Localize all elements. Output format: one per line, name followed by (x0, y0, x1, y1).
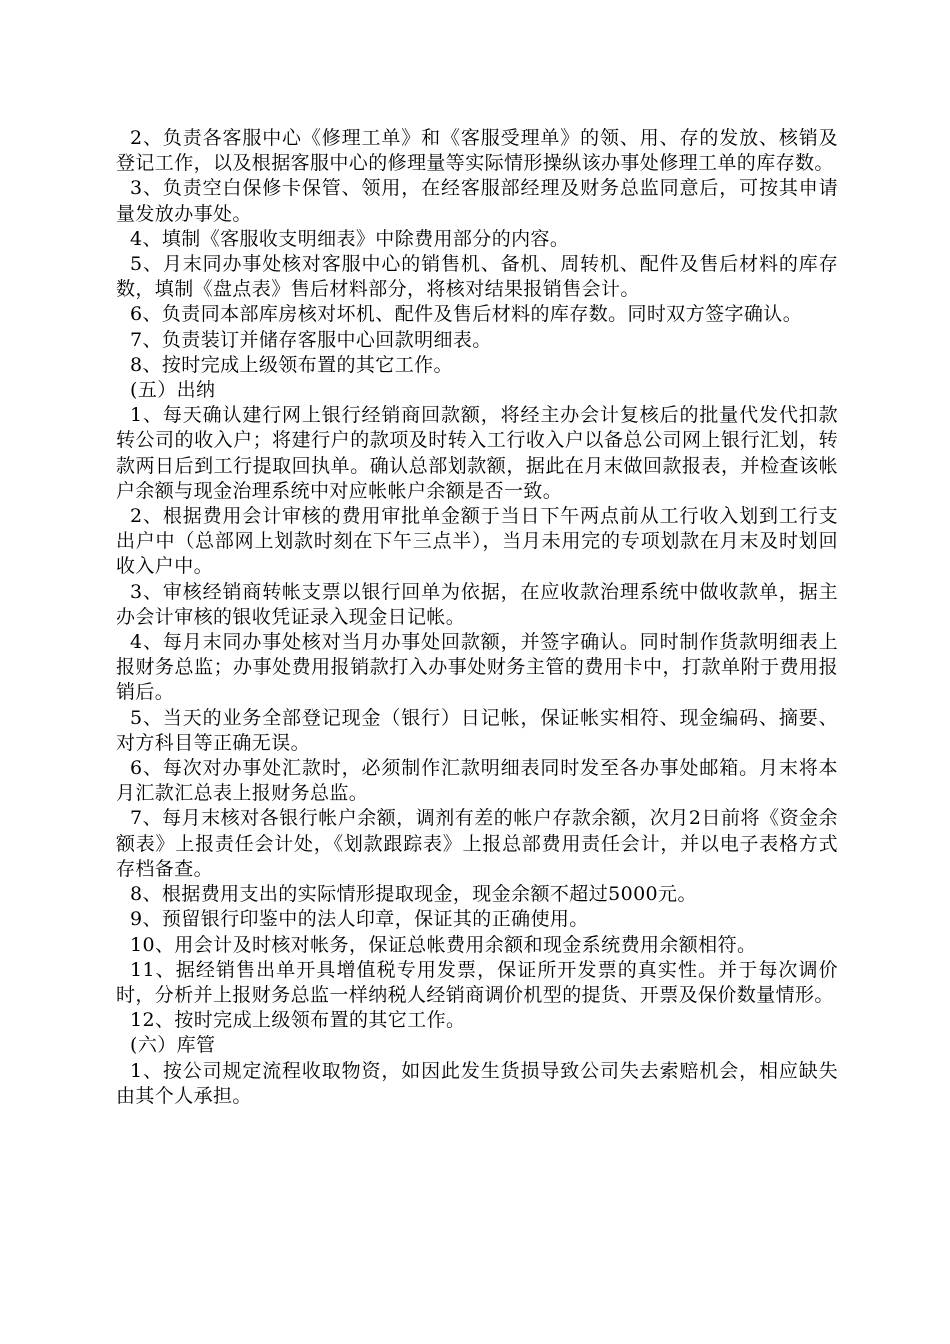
paragraph-cashier-5: 5、当天的业务全部登记现金（银行）日记帐，保证帐实相符、现金编码、摘要、对方科目等正确无误。 (116, 706, 838, 754)
paragraph-service-statement: 4、填制《客服收支明细表》中除费用部分的内容。 (130, 227, 570, 250)
paragraph-cashier-8: 8、根据费用支出的实际情形提取现金，现金余额不超过5000元。 (130, 883, 697, 906)
paragraph-cashier-12: 12、按时完成上级领布置的其它工作。 (130, 1009, 466, 1032)
paragraph-warranty-cards: 3、负责空白保修卡保管、领用，在经客服部经理及财务总监同意后，可按其申请量发放办事处。 (116, 177, 838, 225)
paragraph-cashier-7: 7、每月末核对各银行帐户余额，调剂有差的帐户存款余额，次月2日前将《资金余额表》上报责任会计处，《划款跟踪表》上报总部费用责任会计，并以电子表格方式存档备查。 (116, 807, 838, 880)
paragraph-month-end-inventory: 5、月末同办事处核对客服中心的销售机、备机、周转机、配件及售后材料的库存数，填制《盘点表》售后材料部分，将核对结果报销售会计。 (116, 253, 838, 301)
paragraph-warehouse-1: 1、按公司规定流程收取物资，如因此发生货损导致公司失去索赔机会，相应缺失由其个人承担。 (116, 1059, 838, 1107)
paragraph-warehouse-check: 6、负责同本部库房核对坏机、配件及售后材料的库存数。同时双方签字确认。 (130, 303, 803, 326)
paragraph-cashier-10: 10、用会计及时核对帐务，保证总帐费用余额和现金系统费用余额相符。 (130, 933, 757, 956)
paragraph-binding-records: 7、负责装订并储存客服中心回款明细表。 (130, 328, 492, 351)
paragraph-cashier-3: 3、审核经销商转帐支票以银行回单为依据，在应收款治理系统中做收款单，据主办会计审核的银收凭证录入现金日记帐。 (116, 580, 838, 628)
paragraph-repair-orders: 2、负责各客服中心《修理工单》和《客服受理单》的领、用、存的发放、核销及登记工作，以及根据客服中心的修理量等实际情形操纵该办事处修理工单的库存数。 (116, 127, 838, 175)
paragraph-cashier-4: 4、每月末同办事处核对当月办事处回款额，并签字确认。同时制作货款明细表上报财务总监；办事处费用报销款打入办事处财务主管的费用卡中，打款单附于费用报销后。 (116, 631, 838, 704)
document-body (116, 126, 838, 1109)
paragraph-cashier-11: 11、据经销售出单开具增值税专用发票，保证所开发票的真实性。并于每次调价时，分析并上报财务总监一样纳税人经销商调价机型的提货、开票及保价数量情形。 (116, 958, 838, 1006)
section-heading-warehouse: (六）库管 (130, 1034, 216, 1057)
paragraph-other-work-1: 8、按时完成上级领布置的其它工作。 (130, 353, 453, 376)
paragraph-cashier-9: 9、预留银行印鉴中的法人印章，保证其的正确使用。 (130, 908, 589, 931)
paragraph-cashier-1: 1、每天确认建行网上银行经销商回款额，将经主办会计复核后的批量代发代扣款转公司的收入户；将建行户的款项及时转入工行收入户以备总公司网上银行汇划，转款两日后到工行提取回执单。确认总部划款额，据此在月末做回款报表，并检查该帐户余额与现金治理系统中对应帐帐户余额是否一致。 (116, 404, 838, 502)
paragraph-cashier-2: 2、根据费用会计审核的费用审批单金额于当日下午两点前从工行收入划到工行支出户中（总部网上划款时刻在下午三点半），当月未用完的专项划款在月末及时划回收入户中。 (116, 505, 838, 578)
section-heading-cashier: (五）出纳 (130, 379, 216, 402)
paragraph-cashier-6: 6、每次对办事处汇款时，必须制作汇款明细表同时发至各办事处邮箱。月末将本月汇款汇总表上报财务总监。 (116, 757, 838, 805)
